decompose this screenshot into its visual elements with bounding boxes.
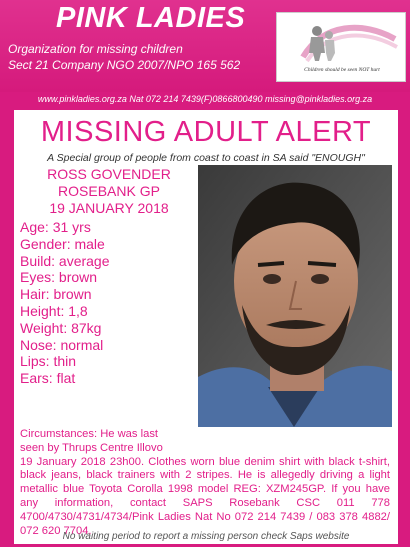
detail-gender: Gender: male <box>20 235 105 252</box>
circumstances-line1: Circumstances: He was last <box>20 428 159 440</box>
contact-line: www.pinkladies.org.za Nat 072 214 7439(F)0866800490 missing@pinkladies.org.za <box>37 94 373 104</box>
org-subtitle-line1: Organization for missing children <box>8 42 183 56</box>
alert-title: MISSING ADULT ALERT <box>40 116 372 148</box>
footer-note: No waiting period to report a missing person check Saps website <box>62 531 350 542</box>
alert-panel <box>14 110 398 544</box>
logo-tagline: Children should be seen NOT hurt <box>304 67 380 73</box>
missing-person-photo <box>198 165 392 427</box>
header-banner <box>0 0 410 92</box>
circumstances-line2: seen by Thrups Centre Illovo <box>20 441 163 454</box>
detail-eyes: Eyes: brown <box>20 269 98 286</box>
child-silhouette-logo-icon <box>283 17 401 65</box>
detail-lips: Lips: thin <box>20 353 77 370</box>
missing-date: 19 JANUARY 2018 <box>49 200 169 216</box>
org-logo <box>276 12 406 82</box>
person-name: ROSS GOVENDER <box>47 166 171 182</box>
detail-age: Age: 31 yrs <box>20 219 91 235</box>
circumstances-text <box>20 428 390 538</box>
org-name: PINK LADIES <box>56 2 246 34</box>
alert-tagline: A Special group of people from coast to coast in SA said "ENOUGH" <box>47 152 365 164</box>
circumstances-body: 19 January 2018 23h00. Clothes worn blue denim shirt with black t-shirt, black jeans, black trainers with 2 stripes. He is allegedly driving a light metallic blue Toyota Corolla 1998 model REG: XZM245GP. If you have any information, contact SAPS Rosebank CSC 011 778 4700/4730/4731/4734/Pink Ladies Nat No 072 214 7439 / 083 378 4882/ 072 620 7704. <box>20 455 390 537</box>
detail-build: Build: average <box>20 252 110 269</box>
detail-height: Height: 1,8 <box>20 302 88 319</box>
person-location: ROSEBANK GP <box>58 183 160 199</box>
detail-ears: Ears: flat <box>20 370 76 387</box>
detail-nose: Nose: normal <box>20 336 104 353</box>
org-subtitle-line2: Sect 21 Company NGO 2007/NPO 165 562 <box>8 58 241 72</box>
detail-hair: Hair: brown <box>20 286 92 303</box>
person-details <box>20 219 110 387</box>
detail-weight: Weight: 87kg <box>20 319 102 336</box>
person-summary <box>20 166 198 217</box>
